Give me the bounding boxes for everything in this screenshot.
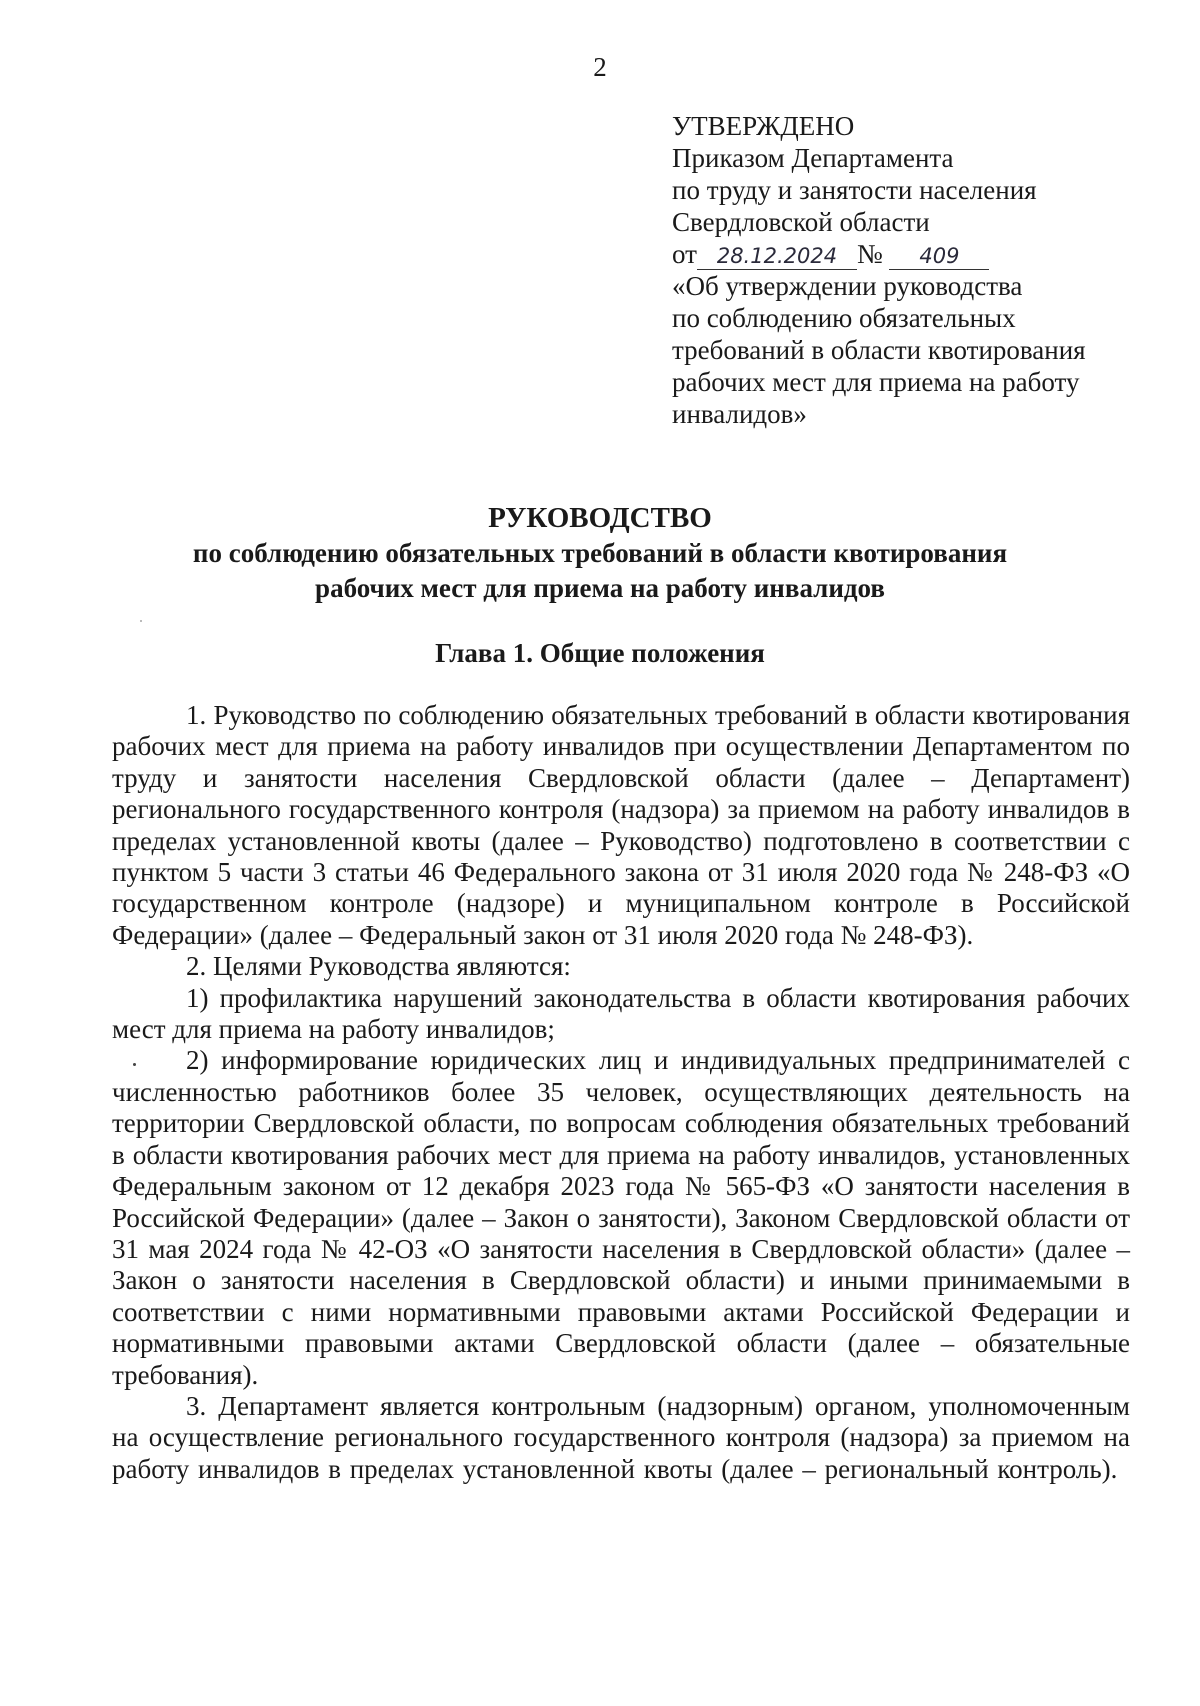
approval-heading: УТВЕРЖДЕНО bbox=[672, 111, 855, 141]
approval-subject-line-3: требований в области квотирования bbox=[672, 335, 1086, 365]
paragraph-3: 3. Департамент является контрольным (надзорным) органом, уполномоченным на осуществление регионального государственного контроля (надзора) за приемом на работу инвалидов в пределах установленной квоты (далее – региональный контроль). bbox=[112, 1390, 1130, 1484]
approval-subject-line-4: рабочих мест для приема на работу bbox=[672, 367, 1080, 397]
from-label: от bbox=[672, 239, 697, 269]
paragraph-2-item-1: 1) профилактика нарушений законодательства в области квотирования рабочих мест для приема на работу инвалидов; bbox=[112, 982, 1130, 1045]
document-subtitle-line-1: по соблюдению обязательных требований в области квотирования bbox=[192, 538, 1008, 568]
document-title: РУКОВОДСТВО bbox=[488, 502, 712, 534]
approval-subject-line-5: инвалидов» bbox=[672, 399, 807, 429]
paragraph-2: 2. Целями Руководства являются: bbox=[186, 951, 571, 982]
scan-speck bbox=[140, 620, 142, 622]
approval-date-number-line bbox=[672, 238, 1152, 270]
paragraph-2-item-2: 2) информирование юридических лиц и индивидуальных предпринимателей с численностью работников более 35 человек, осуществляющих деятельность на территории Свердловской области, по вопросам соблюдения обязательных требований в области квотирования рабочих мест для приема на работу инвалидов, установленных Федеральным законом от 12 декабря 2023 года № 565-ФЗ «О занятости населения в Российской Федерации» (далее – Закон о занятости), Законом Свердловской области от 31 мая 2024 года № 42-ОЗ «О занятости населения в Свердловской области» (далее – Закон о занятости населения в Свердловской области) и иными принимаемыми в соответствии с ними нормативными правовыми актами Российской Федерации и нормативными правовыми актами Свердловской области (далее – обязательные требования). bbox=[112, 1045, 1130, 1390]
handwritten-date: 28.12.2024 bbox=[697, 243, 857, 270]
approval-line-department: по труду и занятости населения bbox=[672, 175, 1037, 205]
approval-subject-line-2: по соблюдению обязательных bbox=[672, 303, 1016, 333]
approval-stamp-block bbox=[672, 110, 1152, 430]
handwritten-number: 409 bbox=[889, 243, 989, 270]
paragraph-1: 1. Руководство по соблюдению обязательных требований в области квотирования рабочих мест для приема на работу инвалидов при осуществлении Департаментом по труду и занятости населения Свердловской области (далее – Департамент) регионального государственного контроля (надзора) за приемом на работу инвалидов в пределах установленной квоты (далее – Руководство) подготовлено в соответствии с пунктом 5 части 3 статьи 46 Федерального закона от 31 июля 2020 года № 248-ФЗ «О государственном контроле (надзоре) и муниципальном контроле в Российской Федерации» (далее – Федеральный закон от 31 июля 2020 года № 248-ФЗ). bbox=[112, 700, 1130, 950]
document-subtitle-line-2: рабочих мест для приема на работу инвалидов bbox=[315, 573, 885, 603]
chapter-heading: Глава 1. Общие положения bbox=[435, 638, 765, 668]
margin-dot-mark bbox=[133, 1063, 136, 1066]
document-title-block bbox=[0, 500, 1200, 606]
approval-line-region: Свердловской области bbox=[672, 207, 930, 237]
approval-subject-line-1: «Об утверждении руководства bbox=[672, 271, 1023, 301]
page-number: 2 bbox=[593, 52, 607, 82]
approval-line-order: Приказом Департамента bbox=[672, 143, 954, 173]
document-body bbox=[112, 700, 1130, 1485]
number-label: № bbox=[856, 239, 883, 269]
